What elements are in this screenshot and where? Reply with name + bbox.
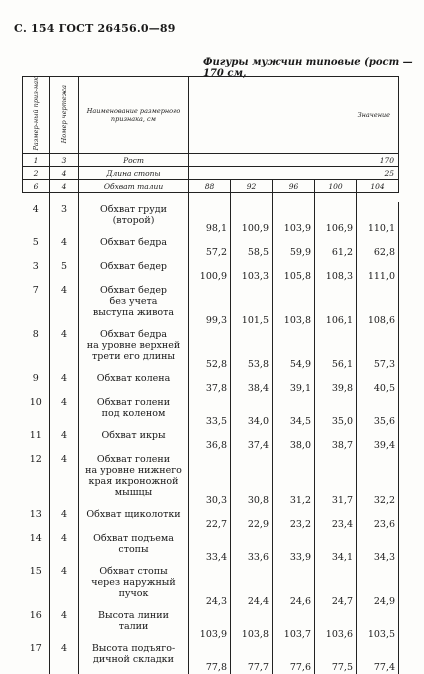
cell-num: 9: [32, 372, 39, 384]
cell-value: 103,6: [315, 608, 357, 641]
cell-value: 22,9: [231, 507, 273, 531]
table-row: [23, 283, 399, 327]
cell-name-line: под коленом: [101, 407, 166, 419]
cell-value: 30,8: [231, 452, 273, 507]
cell-drawing: 4: [50, 166, 79, 179]
cell-drawing: 4: [50, 235, 79, 259]
cell-value: 30,3: [189, 452, 231, 507]
cell-name-line: трети его длины: [91, 350, 175, 362]
row-foot-length: [23, 166, 399, 179]
cell-value: 53,8: [231, 327, 273, 371]
cell-name-line: на уровне нижнего: [85, 464, 182, 476]
cell-value: 24,3: [189, 564, 231, 608]
cell-name-line: Обхват икры: [101, 429, 166, 441]
cell-value: 37,8: [189, 371, 231, 395]
table-title: Фигуры мужчин типовые (рост — 170 см,: [203, 57, 413, 79]
cell-value: 54,9: [273, 327, 315, 371]
cell-value: 100,9: [231, 202, 273, 235]
cell-drawing: 4: [50, 179, 79, 192]
cell-value: 170: [189, 153, 399, 166]
col-header-name: Наименование размерного признака, см: [79, 77, 189, 154]
cell-value: 31,2: [273, 452, 315, 507]
cell-value: 34,3: [357, 531, 399, 564]
cell-value: 33,5: [189, 395, 231, 428]
cell-name-line: выступа живота: [92, 306, 175, 318]
cell-waist-value: 92: [231, 179, 273, 192]
cell-name-line: (второй): [112, 214, 155, 226]
cell-value: 108,3: [315, 259, 357, 283]
cell-name-line: пучок: [118, 587, 149, 599]
cell-name: [79, 259, 189, 283]
cell-value: 39,4: [357, 428, 399, 452]
cell-name: [79, 371, 189, 395]
cell-value: 22,7: [189, 507, 231, 531]
cell-name: Рост: [79, 153, 189, 166]
cell-value: 38,0: [273, 428, 315, 452]
table-row: [23, 395, 399, 428]
col-header-drawing: Номер чертежа: [50, 77, 79, 154]
table-row: [23, 202, 399, 235]
cell-name-line: Обхват груди: [100, 203, 167, 215]
cell-value: 111,0: [357, 259, 399, 283]
cell-name-line: Обхват бедра: [99, 236, 168, 248]
cell-name: [79, 395, 189, 428]
cell-name: [79, 641, 189, 674]
cell-value: 103,9: [189, 608, 231, 641]
cell-name-line: через наружный: [91, 576, 176, 588]
cell-value: 38,7: [315, 428, 357, 452]
cell-name: [79, 531, 189, 564]
cell-name-line: Обхват бедер: [99, 260, 168, 272]
cell-waist-value: 104: [357, 179, 399, 192]
cell-value: 36,8: [189, 428, 231, 452]
table-row: [23, 507, 399, 531]
cell-name-line: Обхват голени: [96, 396, 171, 408]
cell-value: 77,7: [231, 641, 273, 674]
cell-value: 39,8: [315, 371, 357, 395]
cell-name-line: края икроножной: [88, 475, 179, 487]
cell-num: 2: [23, 166, 50, 179]
table-row: [23, 327, 399, 371]
cell-value: 23,6: [357, 507, 399, 531]
cell-waist-value: 88: [189, 179, 231, 192]
cell-num: 10: [29, 396, 42, 408]
cell-value: 33,6: [231, 531, 273, 564]
cell-value: 61,2: [315, 235, 357, 259]
cell-value: 24,7: [315, 564, 357, 608]
cell-num: 11: [29, 429, 42, 441]
cell-name: [79, 202, 189, 235]
cell-drawing: 4: [50, 531, 79, 564]
cell-value: 110,1: [357, 202, 399, 235]
cell-value: 35,6: [357, 395, 399, 428]
cell-num: 4: [32, 203, 39, 215]
cell-drawing: 4: [50, 641, 79, 674]
cell-name-line: мышцы: [114, 486, 153, 498]
cell-value: 77,5: [315, 641, 357, 674]
col-header-num: Размер-ный приз-нак: [23, 77, 50, 154]
cell-waist-value: 96: [273, 179, 315, 192]
cell-value: 39,1: [273, 371, 315, 395]
cell-value: 52,8: [189, 327, 231, 371]
cell-value: 106,1: [315, 283, 357, 327]
cell-value: 108,6: [357, 283, 399, 327]
cell-value: 103,7: [273, 608, 315, 641]
table-row: [23, 452, 399, 507]
cell-name-line: Высота подъягo-: [91, 642, 176, 654]
cell-value: 100,9: [189, 259, 231, 283]
cell-drawing: 4: [50, 428, 79, 452]
cell-value: 35,0: [315, 395, 357, 428]
cell-value: 103,3: [231, 259, 273, 283]
cell-name: [79, 452, 189, 507]
cell-value: 57,2: [189, 235, 231, 259]
cell-drawing: 4: [50, 371, 79, 395]
cell-num: 6: [23, 179, 50, 192]
cell-drawing: 4: [50, 452, 79, 507]
cell-drawing: 4: [50, 395, 79, 428]
row-waist: [23, 179, 399, 192]
cell-drawing: 4: [50, 608, 79, 641]
cell-num: 12: [29, 453, 42, 465]
table-row: [23, 235, 399, 259]
cell-value: 38,4: [231, 371, 273, 395]
cell-value: 34,0: [231, 395, 273, 428]
cell-num: 14: [29, 532, 42, 544]
cell-num: 13: [29, 508, 42, 520]
cell-drawing: 3: [50, 202, 79, 235]
cell-value: 106,9: [315, 202, 357, 235]
cell-name: [79, 608, 189, 641]
cell-name: [79, 283, 189, 327]
table-row: [23, 531, 399, 564]
cell-name: [79, 327, 189, 371]
cell-name: [79, 235, 189, 259]
cell-drawing: 3: [50, 153, 79, 166]
cell-value: 25: [189, 166, 399, 179]
cell-num: 1: [23, 153, 50, 166]
cell-num: 3: [32, 260, 39, 272]
cell-value: 33,4: [189, 531, 231, 564]
col-header-value: Значение: [189, 77, 399, 154]
table-row: [23, 608, 399, 641]
cell-value: 34,5: [273, 395, 315, 428]
table-body: [23, 153, 399, 674]
cell-name-line: Обхват голени: [96, 453, 171, 465]
cell-name: [79, 507, 189, 531]
cell-num: 5: [32, 236, 39, 248]
cell-value: 56,1: [315, 327, 357, 371]
cell-name-line: на уровне верхней: [86, 339, 181, 351]
cell-drawing: 4: [50, 327, 79, 371]
cell-num: 16: [29, 609, 42, 621]
cell-value: 40,5: [357, 371, 399, 395]
cell-value: 77,6: [273, 641, 315, 674]
cell-waist-value: 100: [315, 179, 357, 192]
spacer-row: [23, 192, 399, 202]
cell-num: 7: [32, 284, 39, 296]
cell-value: 33,9: [273, 531, 315, 564]
cell-name-line: талии: [118, 620, 149, 632]
cell-name-line: стопы: [118, 543, 149, 555]
cell-drawing: 4: [50, 564, 79, 608]
cell-name-line: без учета: [109, 295, 158, 307]
cell-value: 23,2: [273, 507, 315, 531]
cell-num: 8: [32, 328, 39, 340]
cell-value: 32,2: [357, 452, 399, 507]
cell-name: Длина стопы: [79, 166, 189, 179]
cell-value: 103,8: [273, 283, 315, 327]
cell-drawing: 5: [50, 259, 79, 283]
cell-value: 57,3: [357, 327, 399, 371]
cell-num: 15: [29, 565, 42, 577]
cell-value: 103,8: [231, 608, 273, 641]
cell-value: 24,6: [273, 564, 315, 608]
cell-value: 103,9: [273, 202, 315, 235]
cell-name-line: дичной складки: [93, 653, 174, 665]
cell-name-line: Обхват подъема: [93, 532, 174, 544]
cell-name: Обхват талии: [79, 179, 189, 192]
cell-value: 31,7: [315, 452, 357, 507]
cell-drawing: 4: [50, 507, 79, 531]
cell-value: 23,4: [315, 507, 357, 531]
cell-name-line: Обхват колена: [96, 372, 171, 384]
cell-name: [79, 428, 189, 452]
cell-value: 77,8: [189, 641, 231, 674]
table-row: [23, 641, 399, 674]
cell-name-line: Обхват бедер: [99, 284, 168, 296]
table-row: [23, 259, 399, 283]
table-row: [23, 564, 399, 608]
cell-value: 105,8: [273, 259, 315, 283]
table-row: [23, 371, 399, 395]
row-height: [23, 153, 399, 166]
cell-value: 34,1: [315, 531, 357, 564]
cell-name-line: Высота линии: [98, 609, 169, 621]
cell-value: 77,4: [357, 641, 399, 674]
cell-name-line: Обхват стопы: [99, 565, 168, 577]
cell-value: 98,1: [189, 202, 231, 235]
cell-name: [79, 564, 189, 608]
cell-value: 101,5: [231, 283, 273, 327]
cell-value: 24,9: [357, 564, 399, 608]
cell-num: 17: [29, 642, 42, 654]
cell-value: 99,3: [189, 283, 231, 327]
page-header: С. 154 ГОСТ 26456.0—89: [14, 22, 176, 35]
cell-drawing: 4: [50, 283, 79, 327]
cell-name-line: Обхват бедра: [99, 328, 168, 340]
measurement-table: [22, 76, 399, 674]
cell-value: 37,4: [231, 428, 273, 452]
cell-name-line: Обхват щиколотки: [86, 508, 181, 520]
cell-value: 59,9: [273, 235, 315, 259]
table-row: [23, 428, 399, 452]
cell-value: 58,5: [231, 235, 273, 259]
cell-value: 24,4: [231, 564, 273, 608]
cell-value: 103,5: [357, 608, 399, 641]
cell-value: 62,8: [357, 235, 399, 259]
